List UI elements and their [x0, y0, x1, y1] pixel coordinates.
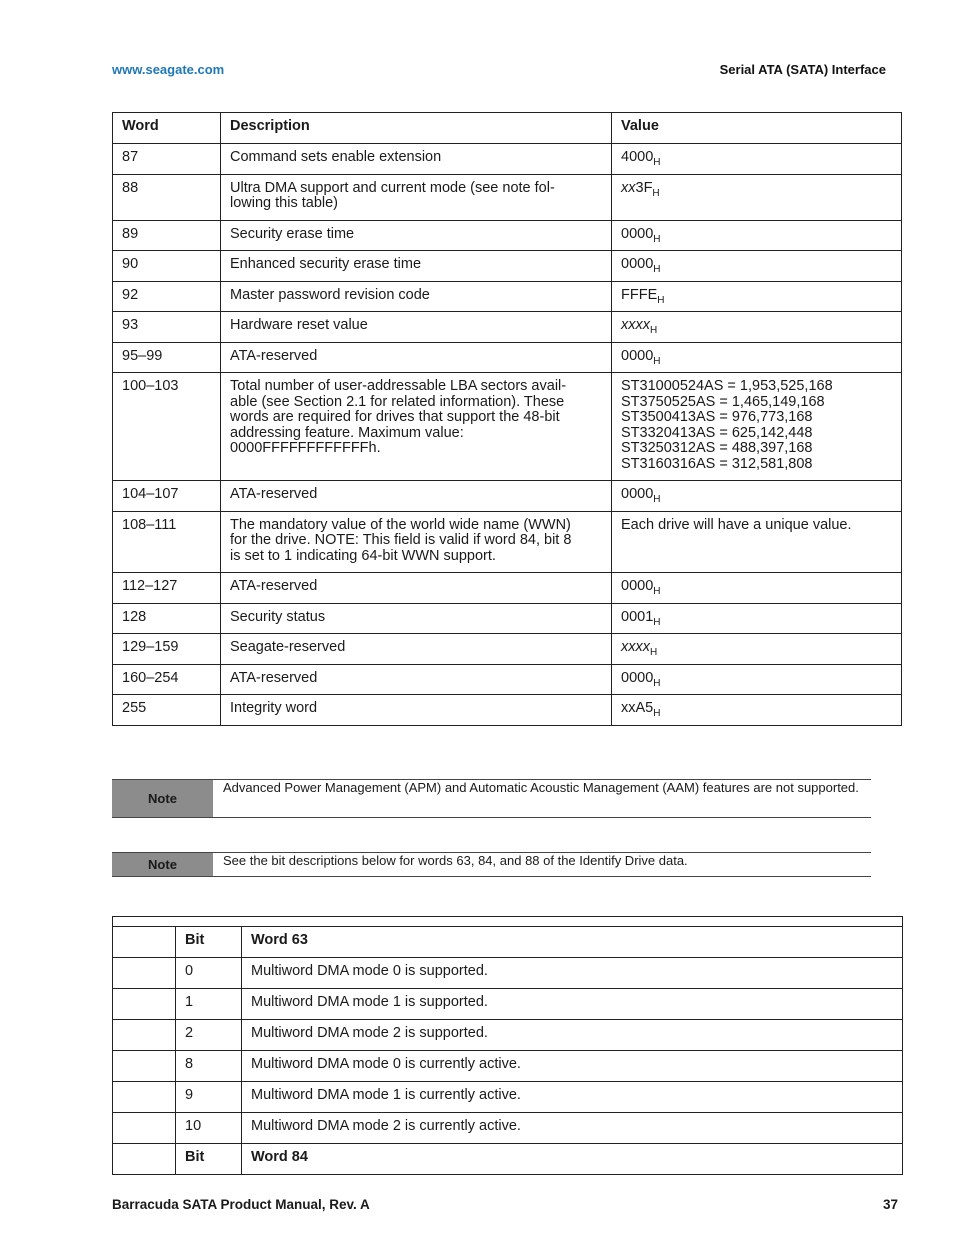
- hex-subscript: H: [653, 157, 661, 168]
- word-cell: 112–127: [113, 573, 221, 604]
- column-header-description: Description: [221, 113, 612, 144]
- description-line: is set to 1 indicating 64-bit WWN support.: [230, 547, 496, 564]
- word-cell: 95–99: [113, 342, 221, 373]
- description-line: Command sets enable extension: [230, 149, 442, 165]
- bit-description: Multiword DMA mode 1 is supported.: [242, 989, 903, 1020]
- value-text: 0000: [621, 669, 654, 686]
- value-cell: [612, 481, 902, 512]
- bit-row: [113, 989, 903, 1020]
- word-cell: 104–107: [113, 481, 221, 512]
- bit-description: Multiword DMA mode 0 is supported.: [242, 958, 903, 989]
- word-cell: 128: [113, 603, 221, 634]
- word-cell: 93: [113, 312, 221, 343]
- description-cell: [221, 342, 612, 373]
- description-line: ATA-reserved: [230, 669, 318, 686]
- description-cell: [221, 281, 612, 312]
- hex-subscript: H: [650, 325, 658, 336]
- note-text: See the bit descriptions below for words 63, 84, and 88 of the Identify Drive data.: [223, 853, 688, 868]
- hex-subscript: H: [653, 264, 661, 275]
- value-variable-part: xxxx: [621, 317, 650, 333]
- value-line: ST3320413AS = 625,142,448: [621, 424, 813, 441]
- empty-cell: [113, 1051, 176, 1082]
- bit-description-table: [112, 916, 903, 1175]
- note-label: Note: [112, 780, 213, 817]
- bit-row: [113, 958, 903, 989]
- value-text: xxA5: [621, 700, 654, 716]
- description-cell: [221, 373, 612, 481]
- value-variable-part: xx: [621, 179, 636, 196]
- table-row: [113, 603, 902, 634]
- value-cell: [612, 144, 902, 175]
- note-apm-aam: [112, 779, 871, 818]
- hex-subscript: H: [653, 677, 661, 689]
- description-line: Hardware reset value: [230, 317, 368, 333]
- value-cell: [612, 511, 902, 573]
- word-cell: 255: [113, 695, 221, 726]
- empty-cell: [113, 927, 176, 958]
- value-text: 0000: [621, 486, 654, 502]
- hex-subscript: H: [653, 708, 661, 719]
- value-text: 3F: [635, 179, 653, 196]
- description-cell: [221, 573, 612, 604]
- value-cell: [612, 695, 902, 726]
- word-column-header: Word 63: [242, 927, 903, 958]
- value-line: ST3750525AS = 1,465,149,168: [621, 393, 825, 410]
- word-cell: 88: [113, 174, 221, 220]
- hex-subscript: H: [653, 494, 661, 505]
- hex-subscript: H: [653, 233, 661, 245]
- table-row: [113, 174, 902, 220]
- value-cell: [612, 634, 902, 665]
- description-line: words are required for drives that support the 48-bit: [230, 409, 560, 425]
- footer-manual-title: Barracuda SATA Product Manual, Rev. A: [112, 1197, 370, 1212]
- bit-description: Multiword DMA mode 2 is currently active.: [242, 1113, 903, 1144]
- header-site-link[interactable]: www.seagate.com: [112, 62, 225, 77]
- description-line: The mandatory value of the world wide name (WWN): [230, 516, 571, 533]
- description-cell: [221, 634, 612, 665]
- description-cell: [221, 251, 612, 282]
- empty-cell: [113, 989, 176, 1020]
- value-text: 4000: [621, 149, 654, 165]
- description-cell: [221, 511, 612, 573]
- empty-cell: [113, 1144, 176, 1175]
- word-cell: 160–254: [113, 664, 221, 695]
- word-cell: 108–111: [113, 511, 221, 573]
- bit-table-header-row: [113, 1144, 903, 1175]
- bit-description: Multiword DMA mode 0 is currently active.: [242, 1051, 903, 1082]
- bit-number: 2: [176, 1020, 242, 1051]
- hex-subscript: H: [657, 294, 665, 306]
- table-row: [113, 281, 902, 312]
- bit-number: 1: [176, 989, 242, 1020]
- bit-row: [113, 1020, 903, 1051]
- description-line: Ultra DMA support and current mode (see note fol-: [230, 179, 555, 196]
- table-row: [113, 220, 902, 251]
- value-variable-part: xxxx: [621, 639, 650, 655]
- value-line: ST3160316AS = 312,581,808: [621, 455, 813, 472]
- table-row: [113, 511, 902, 573]
- table-row: [113, 373, 902, 481]
- value-cell: [612, 342, 902, 373]
- bit-table-header-row: [113, 927, 903, 958]
- bit-number: 8: [176, 1051, 242, 1082]
- bit-row: [113, 1113, 903, 1144]
- empty-cell: [113, 1020, 176, 1051]
- identify-drive-table: [112, 112, 902, 726]
- word-cell: 87: [113, 144, 221, 175]
- description-line: Total number of user-addressable LBA sectors avail-: [230, 378, 567, 394]
- hex-subscript: H: [653, 586, 661, 597]
- note-text: Advanced Power Management (APM) and Automatic Acoustic Management (AAM) features are not supported.: [223, 780, 859, 795]
- value-cell: [612, 573, 902, 604]
- value-line: ST31000524AS = 1,953,525,168: [621, 378, 833, 394]
- footer-page-number: 37: [882, 1197, 898, 1212]
- value-text: FFFE: [621, 286, 658, 303]
- value-cell: [612, 664, 902, 695]
- description-line: able (see Section 2.1 for related information). These: [230, 393, 565, 410]
- bit-number: 0: [176, 958, 242, 989]
- table-row: [113, 251, 902, 282]
- column-header-word: Word: [113, 113, 221, 144]
- bit-description: Multiword DMA mode 1 is currently active.: [242, 1082, 903, 1113]
- empty-cell: [113, 1113, 176, 1144]
- hex-subscript: H: [653, 616, 661, 628]
- description-line: Security erase time: [230, 225, 355, 242]
- note-label: Note: [112, 853, 213, 876]
- value-text: 0000: [621, 225, 654, 242]
- value-text: 0000: [621, 347, 654, 364]
- bit-row: [113, 1051, 903, 1082]
- value-line: ST3250312AS = 488,397,168: [621, 440, 813, 456]
- bit-row: [113, 1082, 903, 1113]
- value-text: 0000: [621, 578, 654, 594]
- description-line: ATA-reserved: [230, 347, 318, 364]
- description-line: Seagate-reserved: [230, 639, 346, 655]
- value-cell: [612, 312, 902, 343]
- description-cell: [221, 481, 612, 512]
- table-row: [113, 312, 902, 343]
- description-cell: [221, 603, 612, 634]
- description-line: lowing this table): [230, 195, 338, 211]
- description-line: Integrity word: [230, 700, 318, 716]
- word-cell: 100–103: [113, 373, 221, 481]
- value-cell: [612, 174, 902, 220]
- table-row: [113, 342, 902, 373]
- table-row: [113, 634, 902, 665]
- description-cell: [221, 695, 612, 726]
- value-cell: [612, 251, 902, 282]
- bit-number: 9: [176, 1082, 242, 1113]
- value-cell: [612, 281, 902, 312]
- note-bit-descriptions: [112, 852, 871, 877]
- table-row: [113, 695, 902, 726]
- description-line: Master password revision code: [230, 286, 430, 303]
- description-line: Security status: [230, 608, 326, 625]
- description-cell: [221, 144, 612, 175]
- hex-subscript: H: [652, 187, 660, 199]
- value-line: ST3500413AS = 976,773,168: [621, 409, 813, 425]
- bit-number: 10: [176, 1113, 242, 1144]
- header-section-title: Serial ATA (SATA) Interface: [719, 62, 886, 77]
- description-cell: [221, 312, 612, 343]
- value-cell: [612, 373, 902, 481]
- empty-cell: [113, 1082, 176, 1113]
- table-row: [113, 664, 902, 695]
- word-cell: 129–159: [113, 634, 221, 665]
- value-text: 0000: [621, 256, 654, 272]
- value-text: 0001: [621, 608, 654, 625]
- empty-cell: [113, 958, 176, 989]
- table-row: [113, 573, 902, 604]
- value-cell: [612, 220, 902, 251]
- word-cell: 92: [113, 281, 221, 312]
- word-cell: 89: [113, 220, 221, 251]
- word-cell: 90: [113, 251, 221, 282]
- value-cell: [612, 603, 902, 634]
- bit-column-header: Bit: [176, 927, 242, 958]
- description-cell: [221, 220, 612, 251]
- table-header-row: [113, 113, 902, 144]
- table-row: [113, 481, 902, 512]
- bit-description: Multiword DMA mode 2 is supported.: [242, 1020, 903, 1051]
- word-column-header: Word 84: [242, 1144, 903, 1175]
- hex-subscript: H: [653, 355, 661, 367]
- hex-subscript: H: [650, 647, 658, 658]
- table-row: [113, 144, 902, 175]
- description-line: addressing feature. Maximum value:: [230, 424, 464, 441]
- description-line: 0000FFFFFFFFFFFFh.: [230, 440, 381, 456]
- value-line: Each drive will have a unique value.: [621, 516, 852, 533]
- description-line: for the drive. NOTE: This field is valid if word 84, bit 8: [230, 532, 572, 548]
- column-header-value: Value: [612, 113, 902, 144]
- bit-column-header: Bit: [176, 1144, 242, 1175]
- description-cell: [221, 664, 612, 695]
- description-cell: [221, 174, 612, 220]
- table-blank-row: [113, 917, 903, 927]
- description-line: ATA-reserved: [230, 486, 318, 502]
- description-line: ATA-reserved: [230, 578, 318, 594]
- description-line: Enhanced security erase time: [230, 256, 422, 272]
